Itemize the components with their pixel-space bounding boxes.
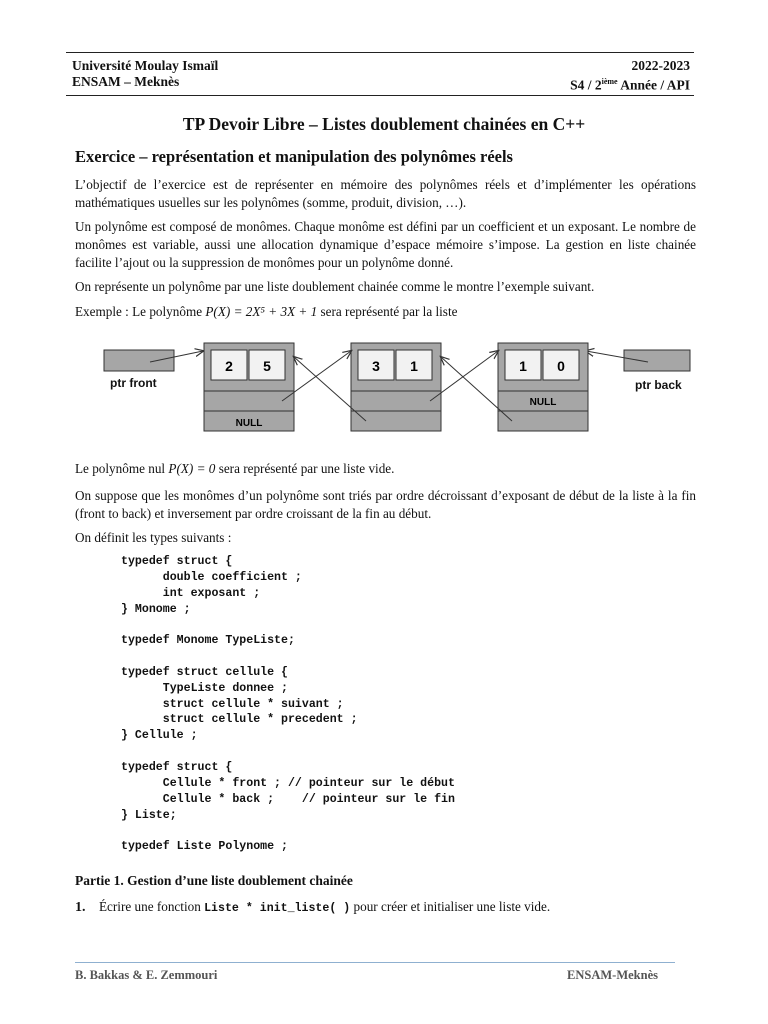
node-1-coefficient: 2	[225, 358, 233, 374]
paragraph-monomes: Un polynôme est composé de monômes. Chaque monôme est défini par un coefficient et un exposant. Le nombre de monômes est variable, aussi une allocation dynamique d’espace mémoire s’impose. La gestion en liste chainée facilite l’ajout ou la suppression de monômes pour un polynôme donné.	[75, 219, 696, 270]
node-3-exposant: 0	[557, 358, 565, 374]
page-header	[66, 52, 694, 96]
document-title: TP Devoir Libre – Listes doublement chainées en C++	[182, 114, 586, 134]
paragraph-objective: L’objectif de l’exercice est de représenter en mémoire des polynômes réels et d’implémenter les opérations mathématiques usuelles sur les polynômes (somme, produit, division, …).	[75, 177, 696, 210]
academic-year: 2022-2023	[631, 58, 690, 73]
node-2-coefficient: 3	[372, 358, 380, 374]
code-block-types: typedef struct { double coefficient ; int exposant ; } Monome ; typedef Monome TypeListe; typedef struct cellule { TypeListe donnee ; struct cellule * suivant ; struct cellule * precedent ; } Cellule ; typedef struct { Cellule * front ; // pointeur sur le début Cellule * back ; // pointeur sur le fin } Liste; typedef Liste Polynome ;	[121, 555, 455, 854]
ptr-back-label: ptr back	[635, 378, 682, 392]
university-name: Université Moulay Ismaïl	[72, 58, 219, 73]
paragraph-representation: On représente un polynôme par une liste doublement chainée comme le montre l’exemple suivant.	[75, 279, 595, 294]
exercise-title: Exercice – représentation et manipulation des polynômes réels	[75, 147, 513, 166]
list-node-3	[498, 343, 588, 431]
null-polynomial-formula: P(X) = 0	[168, 461, 216, 476]
footer-school: ENSAM-Meknès	[567, 968, 658, 982]
footer-authors: B. Bakkas & E. Zemmouri	[75, 968, 218, 982]
paragraph-types-intro: On définit les types suivants :	[75, 530, 232, 545]
list-node-1	[204, 343, 294, 431]
question-1: 1. Écrire une fonction Liste * init_liste( ) pour créer et initialiser une liste vide.	[75, 899, 551, 915]
ptr-back-box	[624, 350, 690, 371]
node-3-null: NULL	[529, 397, 557, 408]
part1-title: Partie 1. Gestion d’une liste doublement chainée	[75, 873, 353, 888]
paragraph-ordering: On suppose que les monômes d’un polynôme sont triés par ordre décroissant d’exposant de début de la liste à la fin (front to back) et inversement par ordre croissant de la fin au début.	[75, 488, 696, 521]
paragraph-example: Exemple : Le polynôme P(X) = 2X⁵ + 3X + 1 sera représenté par la liste	[75, 304, 458, 319]
school-name: ENSAM – Meknès	[72, 74, 180, 89]
question-1-code: Liste * init_liste( )	[204, 902, 351, 915]
course-level: S4 / 2ième Année / API	[570, 77, 690, 93]
header-right	[570, 58, 690, 94]
ptr-front-box	[104, 350, 174, 371]
linked-list-diagram	[0, 335, 768, 440]
node-1-null: NULL	[235, 418, 263, 429]
footer-divider	[75, 962, 675, 963]
ptr-front-label: ptr front	[110, 376, 157, 390]
node-1-exposant: 5	[263, 358, 271, 374]
example-formula: P(X) = 2X⁵ + 3X + 1	[205, 304, 318, 319]
header-left	[72, 58, 218, 90]
node-3-coefficient: 1	[519, 358, 527, 374]
list-node-2	[351, 343, 441, 431]
question-1-number: 1.	[75, 900, 86, 915]
node-2-exposant: 1	[410, 358, 418, 374]
paragraph-null-polynomial: Le polynôme nul P(X) = 0 sera représenté par une liste vide.	[75, 461, 395, 476]
